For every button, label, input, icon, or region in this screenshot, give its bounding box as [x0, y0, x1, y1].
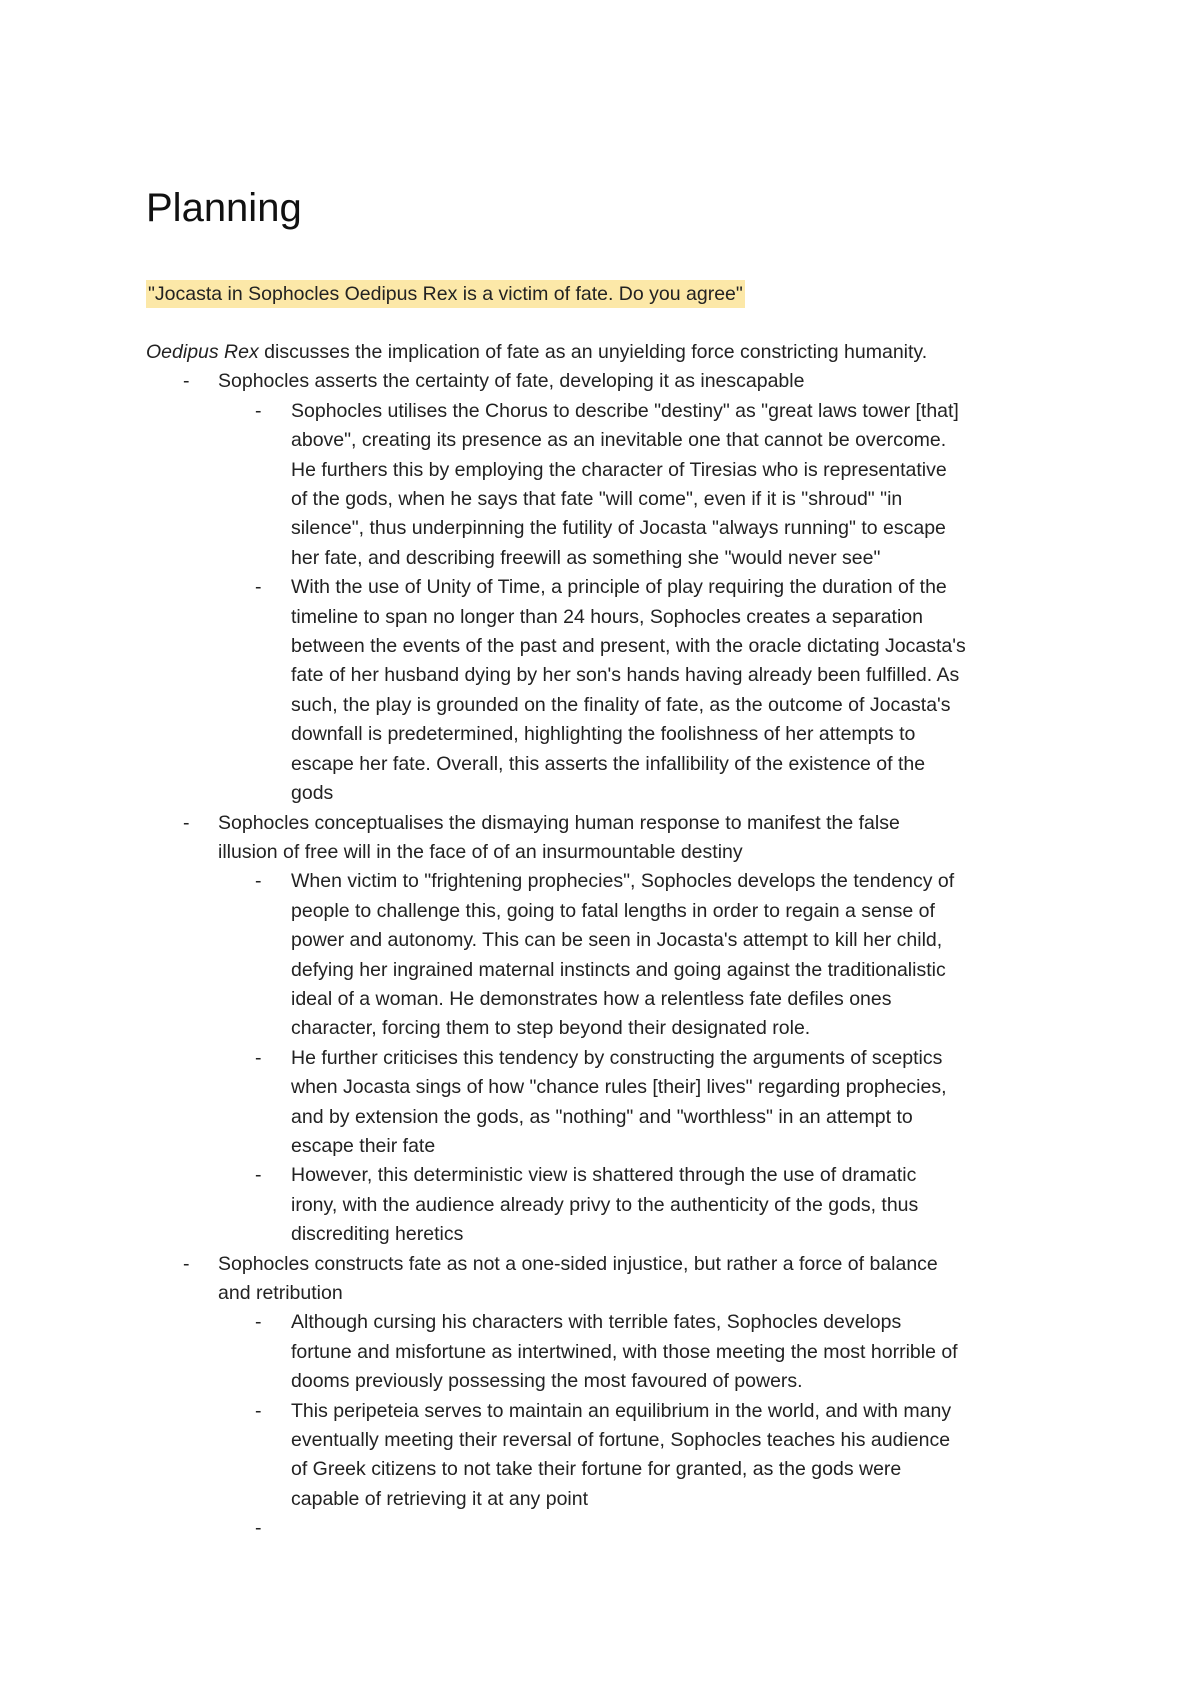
- page-title: Planning: [146, 186, 302, 230]
- play-title: Oedipus Rex: [146, 341, 259, 363]
- sub-point-text: [291, 1517, 296, 1539]
- intro-text: discusses the implication of fate as an unyielding force constricting humanity.: [258, 341, 928, 363]
- list-item: [218, 1514, 966, 1543]
- sub-point-text: This peripeteia serves to maintain an equilibrium in the world, and with many eventually meeting their reversal of fortune, Sophocles teaches his audience of Greek citizens to not take their fortune for granted, as the gods were capable of retrieving it at any point: [291, 1399, 952, 1510]
- point-text: Sophocles conceptualises the dismaying human response to manifest the false illusion of free will in the face of of an insurmountable destiny: [218, 811, 900, 863]
- list-item: [218, 1044, 966, 1162]
- dash-bullet: -: [255, 1399, 262, 1422]
- list-item: [218, 1397, 966, 1515]
- sub-point-text: However, this deterministic view is shattered through the use of dramatic irony, with the audience already privy to the authenticity of the gods, thus discrediting heretics: [291, 1164, 919, 1246]
- dash-bullet: -: [255, 576, 262, 599]
- dash-bullet: -: [183, 370, 190, 393]
- dash-bullet: -: [255, 1046, 262, 1069]
- dash-bullet: -: [183, 811, 190, 834]
- dash-bullet: -: [255, 1311, 262, 1334]
- list-item: [218, 1308, 966, 1396]
- list-item: [146, 809, 1076, 1250]
- point-text: Sophocles constructs fate as not a one-sided injustice, but rather a force of balance and retribution: [218, 1252, 938, 1304]
- sub-points-list: [218, 867, 966, 1249]
- document-body: [146, 338, 1076, 1544]
- dash-bullet: -: [255, 1517, 262, 1540]
- points-list: [146, 367, 1076, 1543]
- point-text: Sophocles asserts the certainty of fate, developing it as inescapable: [218, 370, 805, 393]
- sub-points-list: [218, 397, 966, 809]
- list-item: [218, 1161, 966, 1249]
- list-item: [146, 367, 1076, 808]
- list-item: [218, 397, 966, 573]
- essay-question: "Jocasta in Sophocles Oedipus Rex is a victim of fate. Do you agree": [146, 280, 745, 308]
- dash-bullet: -: [183, 1252, 190, 1275]
- sub-point-text: Sophocles utilises the Chorus to describe "destiny" as "great laws tower [that] above", creating its presence as an inevitable one that cannot be overcome. He furthers this by employing the character of Tiresias who is representative of the gods, when he says that fate "will come", even if it is "shroud" "in silence", thus underpinning the futility of Jocasta "always running" to escape her fate, and describing freewill as something she "would never see": [291, 399, 959, 569]
- sub-point-text: When victim to "frightening prophecies", Sophocles develops the tendency of people to challenge this, going to fatal lengths in order to regain a sense of power and autonomy. This can be seen in Jocasta's attempt to kill her child, defying her ingrained maternal instincts and going against the traditionalistic ideal of a woman. He demonstrates how a relentless fate defiles ones character, forcing them to step beyond their designated role.: [291, 870, 955, 1040]
- list-item: [218, 573, 966, 808]
- dash-bullet: -: [255, 870, 262, 893]
- list-item: [146, 1250, 1076, 1544]
- sub-points-list: [218, 1308, 966, 1543]
- sub-point-text: He further criticises this tendency by constructing the arguments of sceptics when Jocasta sings of how "chance rules [their] lives" regarding prophecies, and by extension the gods, as "nothing" and "worthless" in an attempt to escape their fate: [291, 1046, 947, 1157]
- intro-paragraph: [146, 338, 1076, 367]
- sub-point-text: With the use of Unity of Time, a principle of play requiring the duration of the timeline to span no longer than 24 hours, Sophocles creates a separation between the events of the past and present, with the oracle dictating Jocasta's fate of her husband dying by her son's hands having already been fulfilled. As such, the play is grounded on the finality of fate, as the outcome of Jocasta's downfall is predetermined, highlighting the foolishness of her attempts to escape her fate. Overall, this asserts the infallibility of the existence of the gods: [291, 576, 966, 805]
- list-item: [218, 867, 966, 1043]
- dash-bullet: -: [255, 1164, 262, 1187]
- sub-point-text: Although cursing his characters with terrible fates, Sophocles develops fortune and misfortune as intertwined, with those meeting the most horrible of dooms previously possessing the most favoured of powers.: [291, 1311, 958, 1393]
- dash-bullet: -: [255, 399, 262, 422]
